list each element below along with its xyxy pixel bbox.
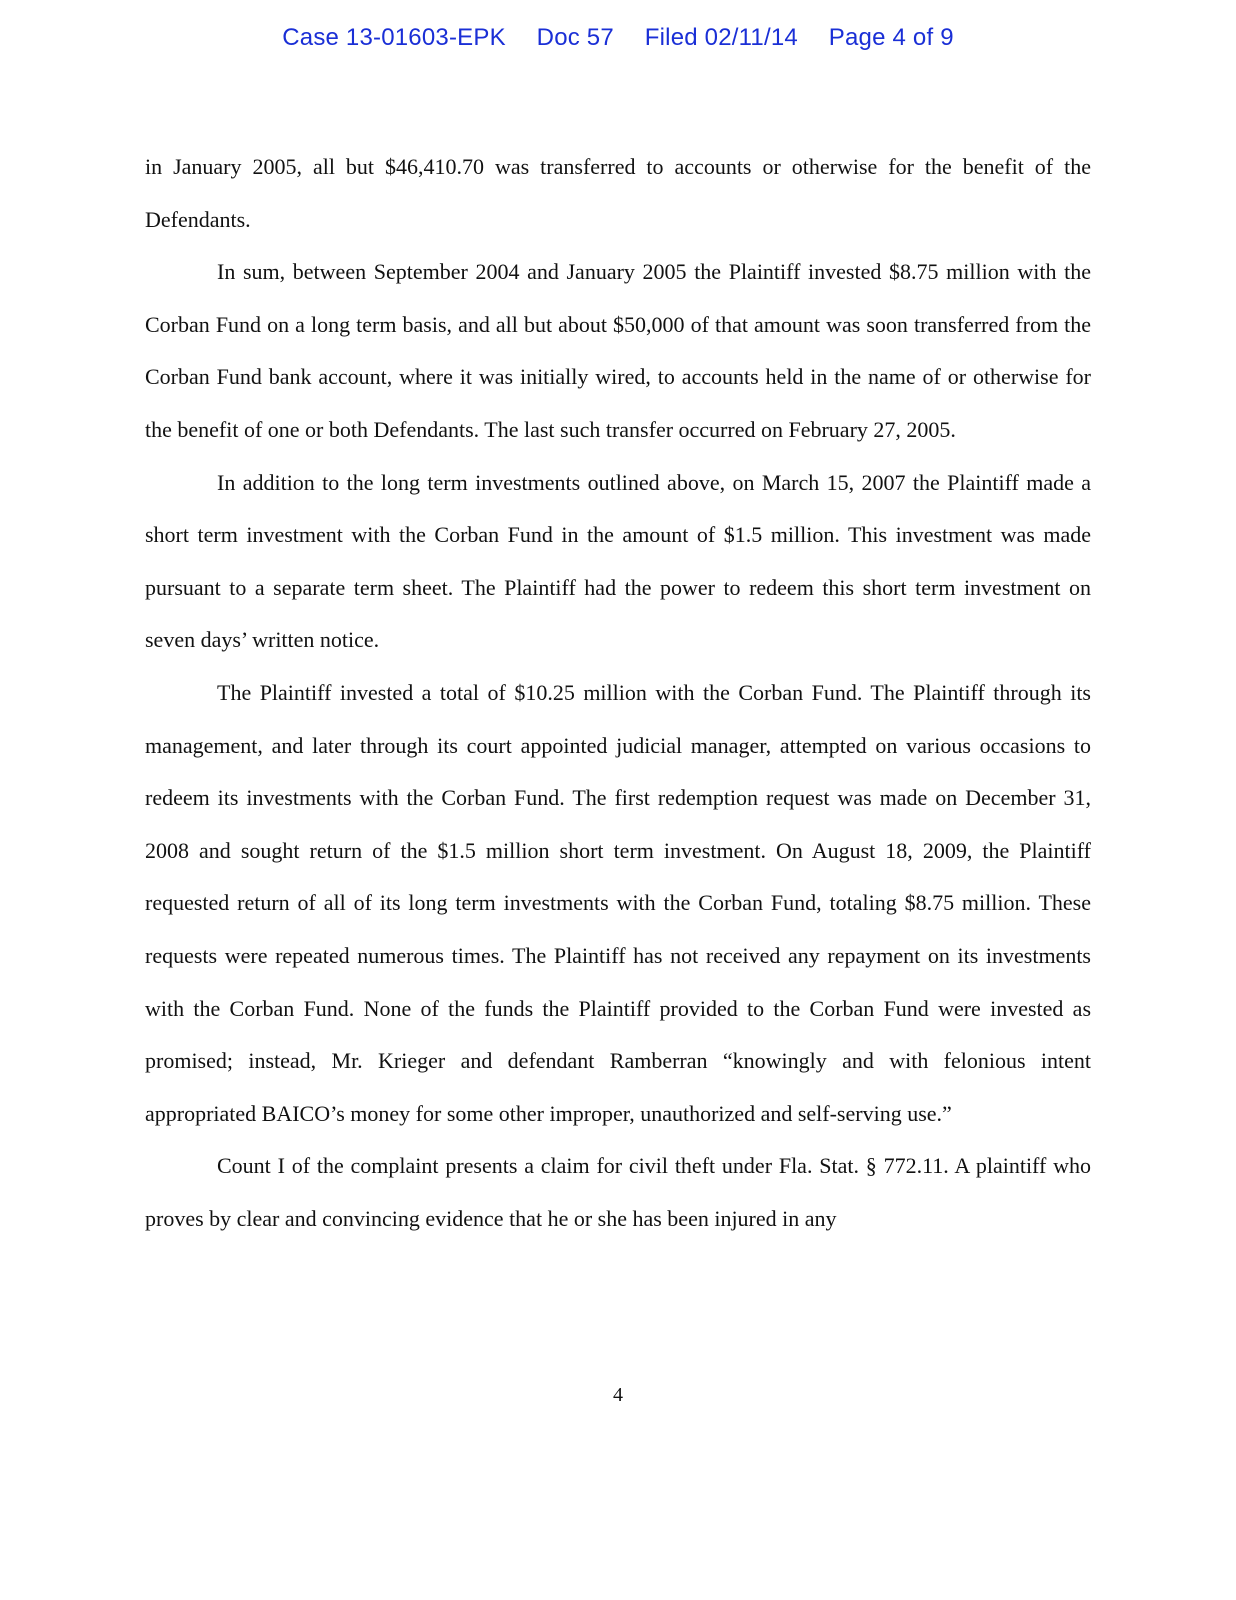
case-number: Case 13-01603-EPK: [282, 24, 506, 51]
page-indicator: Page 4 of 9: [828, 24, 954, 51]
paragraph: Count I of the complaint presents a claim for civil theft under Fla. Stat. § 772.11. A plaintiff who proves by clear and convincing evidence that he or she has been injured in any: [145, 1153, 1091, 1231]
filed-date: Filed 02/11/14: [644, 24, 798, 51]
paragraph: The Plaintiff invested a total of $10.25 million with the Corban Fund. The Plaintiff through its management, and later through its court appointed judicial manager, attempted on various occasions to redeem its investments with the Corban Fund. The first redemption request was made on December 31, 2008 and sought return of the $1.5 million short term investment. On August 18, 2009, the Plaintiff requested return of all of its long term investments with the Corban Fund, totaling $8.75 million. These requests were repeated numerous times. The Plaintiff has not received any repayment on its investments with the Corban Fund. None of the funds the Plaintiff provided to the Corban Fund were invested as promised; instead, Mr. Krieger and defendant Ramberran “knowingly and with felonious intent appropriated BAICO’s money for some other improper, unauthorized and self-serving use.”: [145, 679, 1091, 1126]
case-header: [0, 24, 1236, 52]
doc-number: Doc 57: [536, 24, 614, 51]
page-number: 4: [613, 1384, 623, 1406]
paragraph: In addition to the long term investments outlined above, on March 15, 2007 the Plaintiff made a short term investment with the Corban Fund in the amount of $1.5 million. This investment was made pursuant to a separate term sheet. The Plaintiff had the power to redeem this short term investment on seven days’ written notice.: [145, 469, 1091, 653]
paragraph: in January 2005, all but $46,410.70 was transferred to accounts or otherwise for the benefit of the Defendants.: [145, 154, 1091, 232]
document-body: [145, 141, 1091, 1245]
paragraph: In sum, between September 2004 and January 2005 the Plaintiff invested $8.75 million with the Corban Fund on a long term basis, and all but about $50,000 of that amount was soon transferred from the Corban Fund bank account, where it was initially wired, to accounts held in the name of or otherwise for the benefit of one or both Defendants. The last such transfer occurred on February 27, 2005.: [145, 259, 1091, 442]
